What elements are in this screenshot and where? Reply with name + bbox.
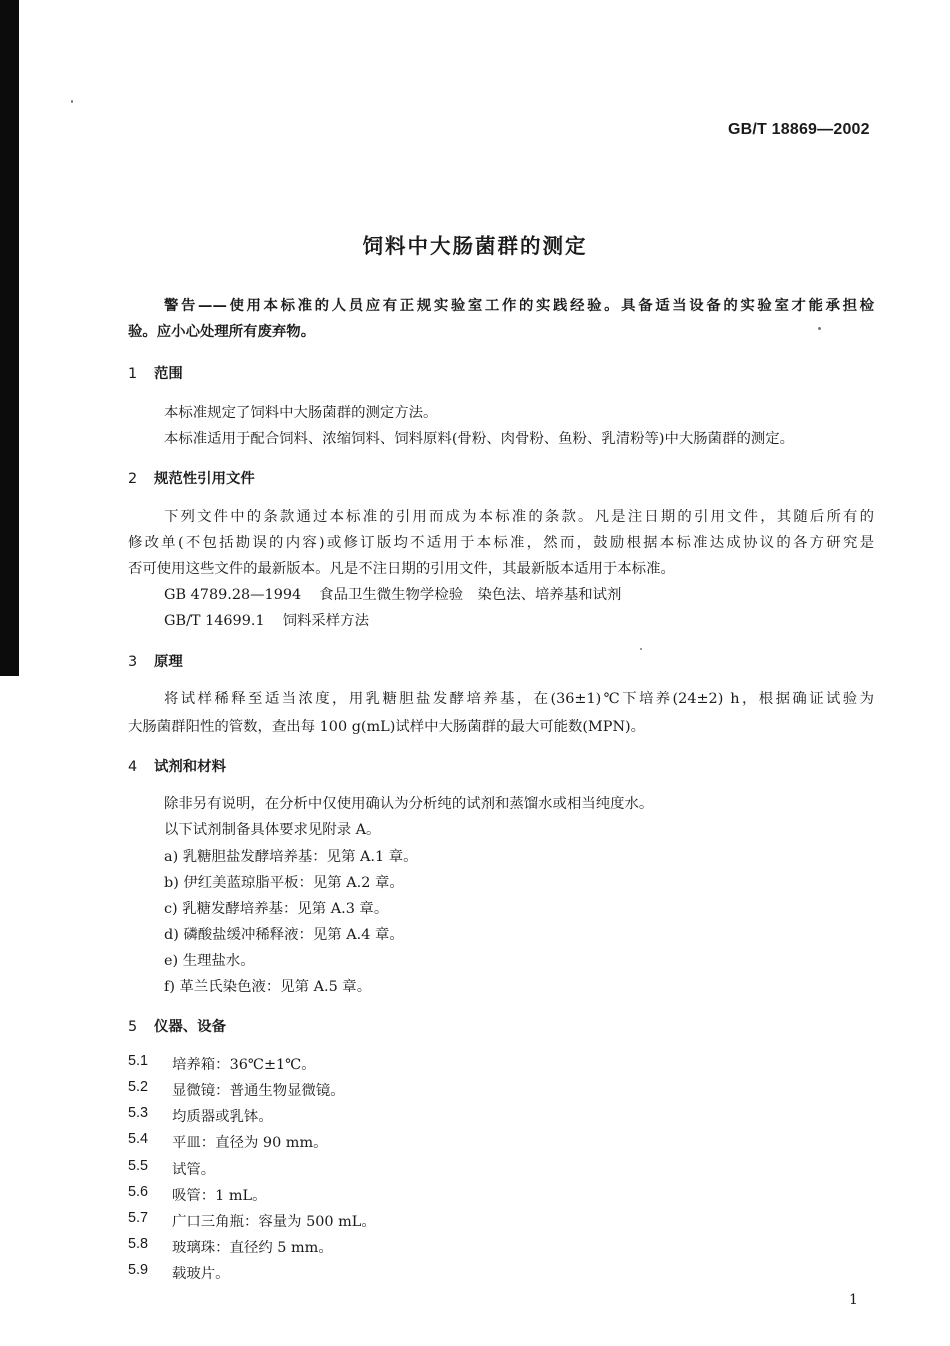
reference-2 — [164, 609, 369, 630]
standard-number: GB/T 18869—2002 — [728, 121, 870, 138]
warning-line-2: 验。应小心处理所有废弃物。 — [128, 324, 316, 340]
section-4-para-1: 除非另有说明，在分析中仅使用确认为分析纯的试剂和蒸馏水或相当纯度水。 — [164, 796, 654, 812]
scan-speck — [71, 100, 73, 103]
section-2-heading: 2 规范性引用文件 — [128, 471, 255, 487]
reagent-item-c: c) 乳糖发酵培养基：见第 A.3 章。 — [164, 901, 389, 917]
section-4-heading: 4 试剂和材料 — [128, 759, 226, 775]
section-1-para-2: 本标准适用于配合饲料、浓缩饲料、饲料原料(骨粉、肉骨粉、鱼粉、乳清粉等)中大肠菌群的测定。 — [164, 431, 795, 447]
section-1-para-1: 本标准规定了饲料中大肠菌群的测定方法。 — [164, 405, 438, 421]
reagent-item-b: b) 伊红美蓝琼脂平板：见第 A.2 章。 — [164, 875, 404, 891]
scan-edge-bar — [0, 0, 19, 676]
page-number: 1 — [849, 1292, 858, 1308]
reagent-item-e: e) 生理盐水。 — [164, 953, 255, 969]
reference-2-code: GB/T 14699.1 — [164, 613, 265, 629]
section-3-line-1: 将试样稀释至适当浓度，用乳糖胆盐发酵培养基，在(36±1)℃下培养(24±2) h，根据确证试验为 — [164, 691, 874, 707]
reagent-item-d: d) 磷酸盐缓冲稀释液：见第 A.4 章。 — [164, 927, 404, 943]
reference-1-code: GB 4789.28—1994 — [164, 587, 302, 603]
section-1-heading: 1 范围 — [128, 366, 183, 382]
scan-speck — [818, 327, 821, 330]
warning-line-1: 警告——使用本标准的人员应有正规实验室工作的实践经验。具备适当设备的实验室才能承担检 — [164, 298, 874, 314]
scan-speck — [640, 648, 642, 650]
reagent-item-f: f) 革兰氏染色液：见第 A.5 章。 — [164, 979, 372, 995]
section-2-line-3: 否可使用这些文件的最新版本。凡是不注日期的引用文件，其最新版本适用于本标准。 — [128, 561, 675, 577]
section-2-line-2: 修改单(不包括勘误的内容)或修订版均不适用于本标准，然而，鼓励根据本标准达成协议的各方研究是 — [128, 535, 874, 551]
reference-1 — [164, 583, 621, 604]
reference-2-title: 饲料采样方法 — [282, 613, 369, 629]
section-2-line-1: 下列文件中的条款通过本标准的引用而成为本标准的条款。凡是注日期的引用文件，其随后所有的 — [164, 509, 874, 525]
reagent-item-a: a) 乳糖胆盐发酵培养基：见第 A.1 章。 — [164, 849, 418, 865]
section-5-heading: 5 仪器、设备 — [128, 1019, 226, 1035]
document-title: 饲料中大肠菌群的测定 — [362, 234, 588, 258]
reference-1-title: 食品卫生微生物学检验 染色法、培养基和试剂 — [319, 587, 622, 603]
section-4-para-2: 以下试剂制备具体要求见附录 A。 — [164, 822, 381, 838]
section-3-line-2: 大肠菌群阳性的管数，查出每 100 g(mL)试样中大肠菌群的最大可能数(MPN)。 — [128, 719, 646, 735]
section-3-heading: 3 原理 — [128, 654, 183, 670]
